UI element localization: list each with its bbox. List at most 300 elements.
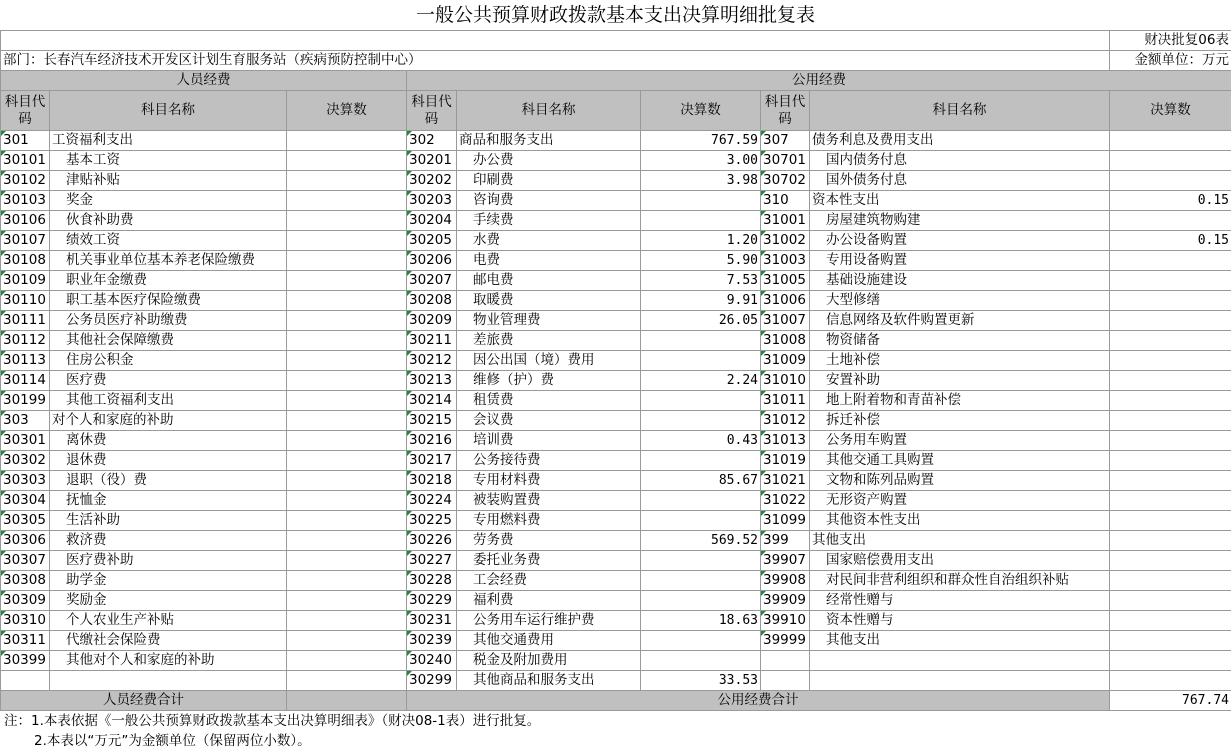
public-code: 30239 (407, 631, 457, 651)
personnel-amount (287, 491, 407, 511)
public-code: 39907 (761, 551, 810, 571)
table-row (1, 311, 1231, 331)
public-amount (641, 191, 761, 211)
public-amount: 0.15 (1110, 231, 1231, 251)
table-row (1, 511, 1231, 531)
public-name: 手续费 (457, 211, 641, 231)
public-name: 其他支出 (810, 631, 1110, 651)
table-row (1, 391, 1231, 411)
personnel-amount (287, 371, 407, 391)
personnel-name: 机关事业单位基本养老保险缴费 (50, 251, 287, 271)
personnel-amount (287, 351, 407, 371)
public-name: 其他交通费用 (457, 631, 641, 651)
public-amount: 7.53 (641, 271, 761, 291)
public-code: 31019 (761, 451, 810, 471)
public-name: 其他商品和服务支出 (457, 671, 641, 691)
personnel-name: 医疗费 (50, 371, 287, 391)
public-code: 307 (761, 131, 810, 151)
public-name: 办公设备购置 (810, 231, 1110, 251)
personnel-code: 30311 (1, 631, 50, 651)
table-row (1, 551, 1231, 571)
form-id: 财决批复06表 (1110, 31, 1231, 51)
totals-row (1, 691, 1231, 711)
public-code: 30225 (407, 511, 457, 531)
public-amount (1110, 591, 1231, 611)
public-name: 商品和服务支出 (457, 131, 641, 151)
public-name: 资本性支出 (810, 191, 1110, 211)
table-row (1, 651, 1231, 671)
personnel-name: 基本工资 (50, 151, 287, 171)
personnel-code: 30308 (1, 571, 50, 591)
public-code: 30208 (407, 291, 457, 311)
public-amount (641, 211, 761, 231)
col-code-3: 科目代码 (761, 91, 810, 131)
table-row (1, 231, 1231, 251)
col-amount-2: 决算数 (641, 91, 761, 131)
public-name: 培训费 (457, 431, 641, 451)
public-code: 30218 (407, 471, 457, 491)
personnel-name: 其他工资福利支出 (50, 391, 287, 411)
col-code-2: 科目代码 (407, 91, 457, 131)
public-code (761, 671, 810, 691)
personnel-code: 30310 (1, 611, 50, 631)
public-code: 302 (407, 131, 457, 151)
public-amount (1110, 451, 1231, 471)
personnel-name: 救济费 (50, 531, 287, 551)
public-amount: 1.20 (641, 231, 761, 251)
public-code: 31005 (761, 271, 810, 291)
col-name-2: 科目名称 (457, 91, 641, 131)
col-name-1: 科目名称 (50, 91, 287, 131)
public-amount (641, 451, 761, 471)
table-row (1, 131, 1231, 151)
public-name: 拆迁补偿 (810, 411, 1110, 431)
public-amount (1110, 431, 1231, 451)
public-total-value: 767.74 (1110, 691, 1231, 711)
public-amount: 85.67 (641, 471, 761, 491)
public-name: 公务用车购置 (810, 431, 1110, 451)
public-name: 咨询费 (457, 191, 641, 211)
public-amount (641, 331, 761, 351)
table-row (1, 531, 1231, 551)
public-amount: 569.52 (641, 531, 761, 551)
public-code: 31011 (761, 391, 810, 411)
public-code: 30212 (407, 351, 457, 371)
public-code: 31021 (761, 471, 810, 491)
public-name: 物业管理费 (457, 311, 641, 331)
public-name: 税金及附加费用 (457, 651, 641, 671)
public-name: 国外债务付息 (810, 171, 1110, 191)
col-name-3: 科目名称 (810, 91, 1110, 131)
public-amount (1110, 371, 1231, 391)
public-amount (641, 591, 761, 611)
public-code: 39910 (761, 611, 810, 631)
public-name: 基础设施建设 (810, 271, 1110, 291)
public-total-label: 公用经费合计 (407, 691, 1110, 711)
public-amount: 33.53 (641, 671, 761, 691)
public-name: 信息网络及软件购置更新 (810, 311, 1110, 331)
public-name: 无形资产购置 (810, 491, 1110, 511)
personnel-amount (287, 231, 407, 251)
table-row (1, 591, 1231, 611)
personnel-amount (287, 311, 407, 331)
public-amount (1110, 251, 1231, 271)
public-code: 31008 (761, 331, 810, 351)
public-amount (1110, 471, 1231, 491)
public-code: 31010 (761, 371, 810, 391)
personnel-name: 奖金 (50, 191, 287, 211)
personnel-code: 30301 (1, 431, 50, 451)
public-amount (641, 351, 761, 371)
public-code: 30217 (407, 451, 457, 471)
public-name: 资本性赠与 (810, 611, 1110, 631)
public-amount (1110, 491, 1231, 511)
personnel-amount (287, 571, 407, 591)
public-amount (641, 651, 761, 671)
public-code: 30215 (407, 411, 457, 431)
public-amount: 5.90 (641, 251, 761, 271)
personnel-name: 助学金 (50, 571, 287, 591)
public-code: 30209 (407, 311, 457, 331)
personnel-amount (287, 631, 407, 651)
public-code: 31006 (761, 291, 810, 311)
public-name: 对民间非营利组织和群众性自治组织补贴 (810, 571, 1110, 591)
personnel-code: 30304 (1, 491, 50, 511)
personnel-name: 职工基本医疗保险缴费 (50, 291, 287, 311)
public-amount: 18.63 (641, 611, 761, 631)
public-code: 30213 (407, 371, 457, 391)
public-code: 31012 (761, 411, 810, 431)
public-name: 土地补偿 (810, 351, 1110, 371)
table-row (1, 411, 1231, 431)
public-name: 工会经费 (457, 571, 641, 591)
public-name: 取暖费 (457, 291, 641, 311)
public-code: 39908 (761, 571, 810, 591)
public-amount (1110, 271, 1231, 291)
public-code: 30202 (407, 171, 457, 191)
table-row (1, 271, 1231, 291)
public-name: 因公出国（境）费用 (457, 351, 641, 371)
public-name: 邮电费 (457, 271, 641, 291)
unit-label: 金额单位：万元 (1110, 51, 1231, 71)
table-row (1, 351, 1231, 371)
public-code: 30211 (407, 331, 457, 351)
table-row (1, 171, 1231, 191)
table-row (1, 371, 1231, 391)
public-amount (1110, 211, 1231, 231)
public-amount (641, 411, 761, 431)
personnel-code: 30199 (1, 391, 50, 411)
public-name: 其他支出 (810, 531, 1110, 551)
personnel-name (50, 671, 287, 691)
col-amount-3: 决算数 (1110, 91, 1231, 131)
personnel-amount (287, 271, 407, 291)
public-name: 委托业务费 (457, 551, 641, 571)
section-header-row (1, 71, 1231, 91)
public-amount (641, 551, 761, 571)
public-name: 债务利息及费用支出 (810, 131, 1110, 151)
personnel-amount (287, 411, 407, 431)
personnel-amount (287, 651, 407, 671)
public-name: 维修（护）费 (457, 371, 641, 391)
personnel-name: 抚恤金 (50, 491, 287, 511)
public-name: 其他交通工具购置 (810, 451, 1110, 471)
public-name: 国内债务付息 (810, 151, 1110, 171)
public-name: 办公费 (457, 151, 641, 171)
public-amount: 0.15 (1110, 191, 1231, 211)
personnel-amount (287, 591, 407, 611)
personnel-code (1, 671, 50, 691)
public-amount (641, 571, 761, 591)
personnel-code: 30112 (1, 331, 50, 351)
personnel-code: 30113 (1, 351, 50, 371)
public-code: 30228 (407, 571, 457, 591)
personnel-code: 30102 (1, 171, 50, 191)
public-code: 30701 (761, 151, 810, 171)
public-amount: 3.98 (641, 171, 761, 191)
personnel-code: 303 (1, 411, 50, 431)
public-name: 安置补助 (810, 371, 1110, 391)
personnel-code: 30106 (1, 211, 50, 231)
public-amount (1110, 351, 1231, 371)
public-name (810, 651, 1110, 671)
personnel-name: 津贴补贴 (50, 171, 287, 191)
table-row (1, 671, 1231, 691)
personnel-name: 伙食补助费 (50, 211, 287, 231)
public-code: 39999 (761, 631, 810, 651)
public-amount (1110, 151, 1231, 171)
personnel-amount (287, 671, 407, 691)
personnel-amount (287, 471, 407, 491)
personnel-code: 30305 (1, 511, 50, 531)
personnel-code: 30108 (1, 251, 50, 271)
public-name: 公务用车运行维护费 (457, 611, 641, 631)
public-code: 30201 (407, 151, 457, 171)
table-row (1, 331, 1231, 351)
public-name: 被装购置费 (457, 491, 641, 511)
public-amount: 767.59 (641, 131, 761, 151)
public-amount (1110, 651, 1231, 671)
public-amount: 26.05 (641, 311, 761, 331)
public-code: 30229 (407, 591, 457, 611)
public-amount (1110, 671, 1231, 691)
col-code-1: 科目代码 (1, 91, 50, 131)
personnel-code: 30110 (1, 291, 50, 311)
public-name: 专用燃料费 (457, 511, 641, 531)
public-code: 39909 (761, 591, 810, 611)
personnel-amount (287, 211, 407, 231)
note-2: 2.本表以“万元”为金额单位（保留两位小数）。 (0, 731, 1231, 751)
public-amount (1110, 411, 1231, 431)
col-amount-1: 决算数 (287, 91, 407, 131)
public-amount (1110, 511, 1231, 531)
public-code: 30204 (407, 211, 457, 231)
public-code: 30231 (407, 611, 457, 631)
public-amount (1110, 311, 1231, 331)
personnel-code: 30309 (1, 591, 50, 611)
personnel-amount (287, 431, 407, 451)
personnel-name: 其他对个人和家庭的补助 (50, 651, 287, 671)
public-code: 31003 (761, 251, 810, 271)
public-name: 劳务费 (457, 531, 641, 551)
public-name (810, 671, 1110, 691)
personnel-total-label: 人员经费合计 (1, 691, 287, 711)
public-amount (1110, 131, 1231, 151)
public-name: 差旅费 (457, 331, 641, 351)
personnel-amount (287, 251, 407, 271)
personnel-amount (287, 511, 407, 531)
public-amount (641, 631, 761, 651)
personnel-name: 个人农业生产补贴 (50, 611, 287, 631)
personnel-name: 奖励金 (50, 591, 287, 611)
personnel-name: 住房公积金 (50, 351, 287, 371)
personnel-amount (287, 531, 407, 551)
public-amount (641, 491, 761, 511)
public-name: 电费 (457, 251, 641, 271)
public-code: 31013 (761, 431, 810, 451)
public-amount (1110, 631, 1231, 651)
table-row (1, 571, 1231, 591)
public-name: 福利费 (457, 591, 641, 611)
public-amount (1110, 331, 1231, 351)
table-row (1, 611, 1231, 631)
public-code: 30206 (407, 251, 457, 271)
personnel-code: 301 (1, 131, 50, 151)
public-name: 印刷费 (457, 171, 641, 191)
public-amount: 3.00 (641, 151, 761, 171)
public-code: 399 (761, 531, 810, 551)
personnel-code: 30302 (1, 451, 50, 471)
public-amount (641, 511, 761, 531)
table-row (1, 291, 1231, 311)
public-name: 公务接待费 (457, 451, 641, 471)
table-row (1, 451, 1231, 471)
public-name: 大型修缮 (810, 291, 1110, 311)
public-code: 31007 (761, 311, 810, 331)
public-name: 经常性赠与 (810, 591, 1110, 611)
personnel-amount (287, 291, 407, 311)
personnel-code: 30111 (1, 311, 50, 331)
note-1: 注：1.本表依据《一般公共预算财政拨款基本支出决算明细表》（财决08-1表）进行批复。 (0, 711, 1231, 731)
public-name: 其他资本性支出 (810, 511, 1110, 531)
public-name: 地上附着物和青苗补偿 (810, 391, 1110, 411)
personnel-name: 绩效工资 (50, 231, 287, 251)
section-public: 公用经费 (407, 71, 1231, 91)
personnel-name: 代缴社会保险费 (50, 631, 287, 651)
public-code: 31001 (761, 211, 810, 231)
public-code: 31022 (761, 491, 810, 511)
public-amount (1110, 551, 1231, 571)
personnel-name: 医疗费补助 (50, 551, 287, 571)
personnel-amount (287, 451, 407, 471)
public-code: 30227 (407, 551, 457, 571)
public-name: 房屋建筑物购建 (810, 211, 1110, 231)
report-title: 一般公共预算财政拨款基本支出决算明细批复表 (0, 0, 1231, 30)
public-code: 30216 (407, 431, 457, 451)
public-amount (1110, 531, 1231, 551)
form-id-row (1, 31, 1231, 51)
public-code: 310 (761, 191, 810, 211)
table-row (1, 191, 1231, 211)
public-amount (1110, 171, 1231, 191)
public-code: 30203 (407, 191, 457, 211)
personnel-code: 30103 (1, 191, 50, 211)
personnel-code: 30109 (1, 271, 50, 291)
public-name: 专用材料费 (457, 471, 641, 491)
table-row (1, 211, 1231, 231)
personnel-amount (287, 151, 407, 171)
personnel-amount (287, 131, 407, 151)
personnel-name: 公务员医疗补助缴费 (50, 311, 287, 331)
public-code: 30226 (407, 531, 457, 551)
public-amount: 0.43 (641, 431, 761, 451)
table-row (1, 251, 1231, 271)
personnel-name: 工资福利支出 (50, 131, 287, 151)
public-code: 30702 (761, 171, 810, 191)
column-header-row (1, 91, 1231, 131)
personnel-amount (287, 391, 407, 411)
public-code: 31099 (761, 511, 810, 531)
public-name: 租赁费 (457, 391, 641, 411)
public-amount (1110, 611, 1231, 631)
table-row (1, 631, 1231, 651)
personnel-code: 30399 (1, 651, 50, 671)
personnel-amount (287, 191, 407, 211)
department-row (1, 51, 1231, 71)
public-name: 国家赔偿费用支出 (810, 551, 1110, 571)
public-name: 物资储备 (810, 331, 1110, 351)
public-code: 30205 (407, 231, 457, 251)
table-row (1, 151, 1231, 171)
public-code: 30224 (407, 491, 457, 511)
public-name: 会议费 (457, 411, 641, 431)
table-row (1, 491, 1231, 511)
public-code: 31009 (761, 351, 810, 371)
public-name: 水费 (457, 231, 641, 251)
public-code (761, 651, 810, 671)
table-row (1, 471, 1231, 491)
public-name: 文物和陈列品购置 (810, 471, 1110, 491)
public-code: 30207 (407, 271, 457, 291)
personnel-amount (287, 611, 407, 631)
personnel-total-value (287, 691, 407, 711)
public-amount (641, 391, 761, 411)
personnel-amount (287, 331, 407, 351)
personnel-amount (287, 551, 407, 571)
personnel-code: 30303 (1, 471, 50, 491)
personnel-name: 退职（役）费 (50, 471, 287, 491)
public-code: 30214 (407, 391, 457, 411)
public-amount: 2.24 (641, 371, 761, 391)
public-code: 30240 (407, 651, 457, 671)
report-table (0, 30, 1231, 711)
public-amount (1110, 291, 1231, 311)
public-code: 31002 (761, 231, 810, 251)
personnel-name: 职业年金缴费 (50, 271, 287, 291)
public-amount: 9.91 (641, 291, 761, 311)
personnel-code: 30114 (1, 371, 50, 391)
public-amount (1110, 571, 1231, 591)
personnel-name: 离休费 (50, 431, 287, 451)
personnel-name: 其他社会保障缴费 (50, 331, 287, 351)
personnel-name: 退休费 (50, 451, 287, 471)
personnel-code: 30307 (1, 551, 50, 571)
table-row (1, 431, 1231, 451)
public-code: 30299 (407, 671, 457, 691)
personnel-name: 生活补助 (50, 511, 287, 531)
public-name: 专用设备购置 (810, 251, 1110, 271)
personnel-amount (287, 171, 407, 191)
